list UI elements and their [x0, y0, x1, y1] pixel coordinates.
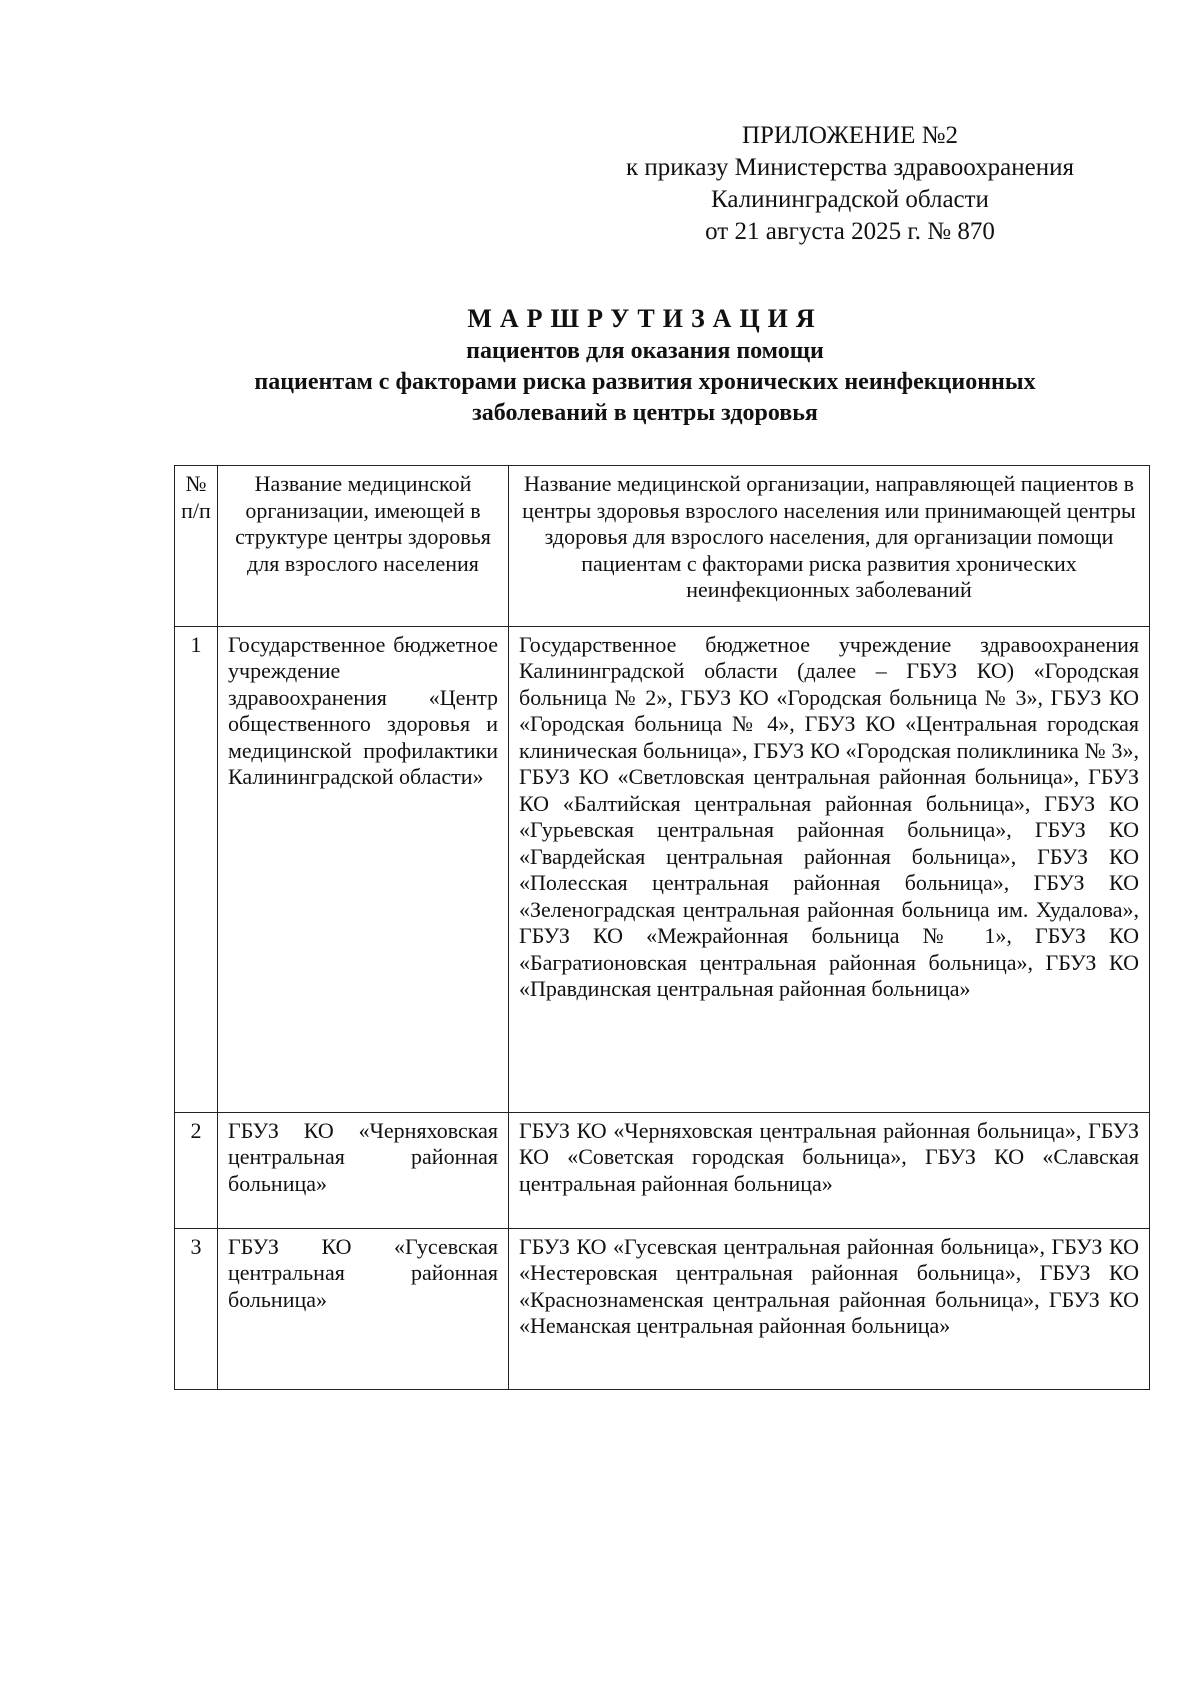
table-header-row	[175, 466, 1150, 627]
title-line-3: заболеваний в центры здоровья	[472, 400, 818, 426]
row-num: 3	[175, 1228, 218, 1389]
row-num: 1	[175, 626, 218, 1112]
row-routing: Государственное бюджетное учреждение здравоохранения Калининградской области (далее – ГБУЗ КО) «Городская больница № 2», ГБУЗ КО «Городская больница № 3», ГБУЗ КО «Городская больница № 4», ГБУЗ КО «Центральная городская клиническая больница», ГБУЗ КО «Городская поликлиника № 3», ГБУЗ КО «Светловская центральная районная больница», ГБУЗ КО «Балтийская центральная районная больница», ГБУЗ КО «Гурьевская центральная районная больница», ГБУЗ КО «Гвардейская центральная районная больница», ГБУЗ КО «Полесская центральная районная больница», ГБУЗ КО «Зеленоградская центральная районная больница им. Худалова», ГБУЗ КО «Межрайонная больница № 1», ГБУЗ КО «Багратионовская центральная районная больница», ГБУЗ КО «Правдинская центральная районная больница»	[509, 626, 1150, 1112]
row-org: Государственное бюджетное учреждение здравоохранения «Центр общественного здоровья и медицинской профилактики Калининградской области»	[218, 626, 509, 1112]
row-org: ГБУЗ КО «Гусевская центральная районная больница»	[218, 1228, 509, 1389]
appendix-number: ПРИЛОЖЕНИЕ №2	[741, 122, 959, 149]
table-row	[175, 626, 1150, 1112]
table-row	[175, 1228, 1150, 1389]
title-main: МАРШРУТИЗАЦИЯ	[467, 304, 823, 333]
header-org: Название медицинской организации, имеющей в структуре центры здоровья для взрослого населения	[218, 466, 509, 627]
row-routing: ГБУЗ КО «Гусевская центральная районная больница», ГБУЗ КО «Нестеровская центральная районная больница», ГБУЗ КО «Краснознаменская центральная районная больница», ГБУЗ КО «Неманская центральная районная больница»	[509, 1228, 1150, 1389]
appendix-order-ref: к приказу Министерства здравоохранения	[625, 154, 1075, 181]
appendix-date: от 21 августа 2025 г. № 870	[705, 218, 995, 245]
appendix-region: Калининградской области	[711, 186, 989, 213]
row-org: ГБУЗ КО «Черняховская центральная районная больница»	[218, 1112, 509, 1228]
table-row	[175, 1112, 1150, 1228]
title-line-2: пациентам с факторами риска развития хронических неинфекционных	[254, 369, 1036, 395]
header-routing: Название медицинской организации, направляющей пациентов в центры здоровья взрослого населения или принимающей центры здоровья для взрослого населения, для организации помощи пациентам с факторами риска развития хронических неинфекционных заболеваний	[509, 466, 1150, 627]
row-routing: ГБУЗ КО «Черняховская центральная районная больница», ГБУЗ КО «Советская городская больница», ГБУЗ КО «Славская центральная районная больница»	[509, 1112, 1150, 1228]
header-num: № п/п	[175, 466, 218, 627]
row-num: 2	[175, 1112, 218, 1228]
title-line-1: пациентов для оказания помощи	[466, 338, 824, 364]
routing-table	[174, 465, 1150, 1390]
document-title	[100, 303, 1190, 429]
appendix-header	[560, 120, 1140, 248]
